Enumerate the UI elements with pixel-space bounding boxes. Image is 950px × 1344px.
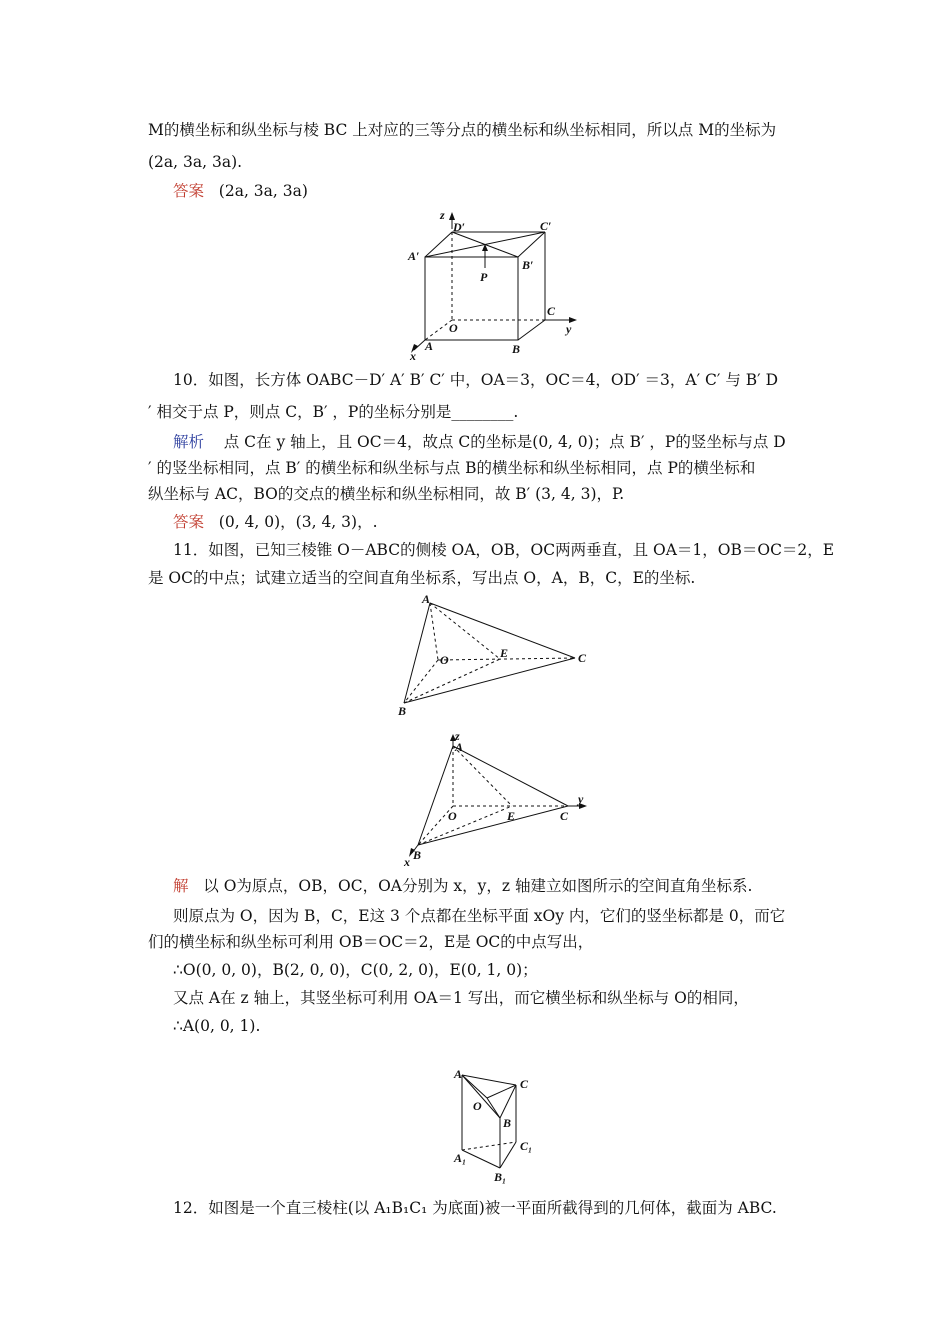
svg-text:B: B (512, 342, 521, 356)
svg-text:A: A (454, 1067, 463, 1081)
solution-text: 以 O为原点，OB，OC，OA分别为 x，y，z 轴建立如图所示的空间直角坐标系. (203, 877, 753, 895)
svg-text:z: z (455, 729, 460, 743)
answer-10 (173, 511, 378, 533)
question-12-line-1: 12．如图是一个直三棱柱(以 A₁B₁C₁ 为底面)被一平面所截得到的几何体，截面为 ABC. (173, 1199, 777, 1217)
solution-10-line-2: ′ 的竖坐标相同，点 B′ 的横坐标和纵坐标与点 B的横坐标和纵坐标相同，点 P的横坐标和 (148, 459, 756, 477)
solution-11-line-1 (173, 875, 752, 897)
svg-text:O: O (440, 653, 449, 667)
svg-text:B′: B′ (522, 258, 534, 272)
answer-value: (2a, 3a, 3a) (218, 182, 308, 200)
cuboid-figure (400, 205, 600, 365)
svg-text:C: C (547, 304, 556, 318)
answer-9 (173, 180, 308, 202)
svg-text:x: x (404, 855, 410, 869)
solution-tag: 解 (173, 877, 189, 895)
svg-text:E: E (500, 646, 509, 660)
svg-text:P: P (480, 270, 488, 284)
svg-text:A: A (422, 592, 431, 606)
svg-text:A: A (455, 740, 464, 754)
solution-10-line-1 (173, 431, 786, 453)
text-line-2: (2a, 3a, 3a). (148, 153, 243, 171)
svg-text:C: C (578, 651, 587, 665)
solution-text: 点 C在 y 轴上，且 OC＝4，故点 C的坐标是(0, 4, 0)；点 B′ ，P的竖坐标与点 D (223, 433, 786, 451)
svg-text:O: O (473, 1099, 482, 1113)
svg-text:B: B (398, 704, 407, 718)
solution-11-line-4: ∴O(0, 0, 0)，B(2, 0, 0)，C(0, 2, 0)，E(0, 1, 0)； (173, 961, 538, 979)
svg-text:C₁: C₁ (520, 1139, 533, 1153)
answer-value: (0, 4, 0)，(3, 4, 3)，. (218, 513, 378, 531)
svg-text:y: y (566, 322, 572, 336)
solution-11-line-3: 们的横坐标和纵坐标可利用 OB＝OC＝2，E是 OC的中点写出， (148, 933, 594, 951)
svg-text:O: O (448, 809, 457, 823)
text-line-1: M的横坐标和纵坐标与棱 BC 上对应的三等分点的横坐标和纵坐标相同，所以点 M的坐标为 (148, 121, 777, 139)
pyramid-figure (395, 592, 595, 720)
solution-10-line-3: 纵坐标与 AC，BO的交点的横坐标和纵坐标相同，故 B′ (3, 4, 3)，P. (148, 485, 625, 503)
svg-text:D′: D′ (453, 220, 466, 234)
svg-text:B: B (503, 1116, 512, 1130)
answer-tag: 答案 (173, 513, 205, 531)
svg-text:y: y (578, 792, 584, 806)
answer-tag: 答案 (173, 182, 205, 200)
svg-text:A′: A′ (408, 249, 420, 263)
svg-text:A: A (425, 339, 434, 353)
prism-figure (448, 1065, 548, 1190)
svg-text:B: B (413, 848, 422, 862)
svg-text:C: C (520, 1077, 529, 1091)
question-10-line-1: 10．如图，长方体 OABC－D′ A′ B′ C′ 中，OA＝3，OC＝4，OD′ ＝3，A′ C′ 与 B′ D (173, 371, 779, 389)
svg-text:A₁: A₁ (454, 1151, 467, 1165)
question-11-line-1: 11．如图，已知三棱锥 O－ABC的侧棱 OA，OB，OC两两垂直，且 OA＝1，OB＝OC＝2，E (173, 541, 835, 559)
solution-11-line-6: ∴A(0, 0, 1). (173, 1017, 261, 1035)
svg-text:E: E (507, 809, 516, 823)
question-11-line-2: 是 OC的中点；试建立适当的空间直角坐标系，写出点 O，A，B，C，E的坐标. (148, 569, 696, 587)
svg-text:C: C (560, 809, 569, 823)
svg-text:B₁: B₁ (494, 1170, 507, 1184)
solution-11-line-2: 则原点为 O，因为 B，C，E这 3 个点都在坐标平面 xOy 内，它们的竖坐标都是 0，而它 (173, 907, 786, 925)
pyramid-axes-figure (398, 730, 598, 870)
svg-text:x: x (410, 349, 416, 363)
solution-11-line-5: 又点 A在 z 轴上，其竖坐标可利用 OA＝1 写出，而它横坐标和纵坐标与 O的相同， (173, 989, 749, 1007)
svg-text:z: z (440, 208, 445, 222)
svg-text:C′: C′ (540, 219, 552, 233)
question-10-line-2: ′ 相交于点 P，则点 C，B′ ，P的坐标分别是________. (148, 403, 519, 421)
solution-tag: 解析 (173, 433, 205, 451)
svg-text:O: O (449, 321, 458, 335)
